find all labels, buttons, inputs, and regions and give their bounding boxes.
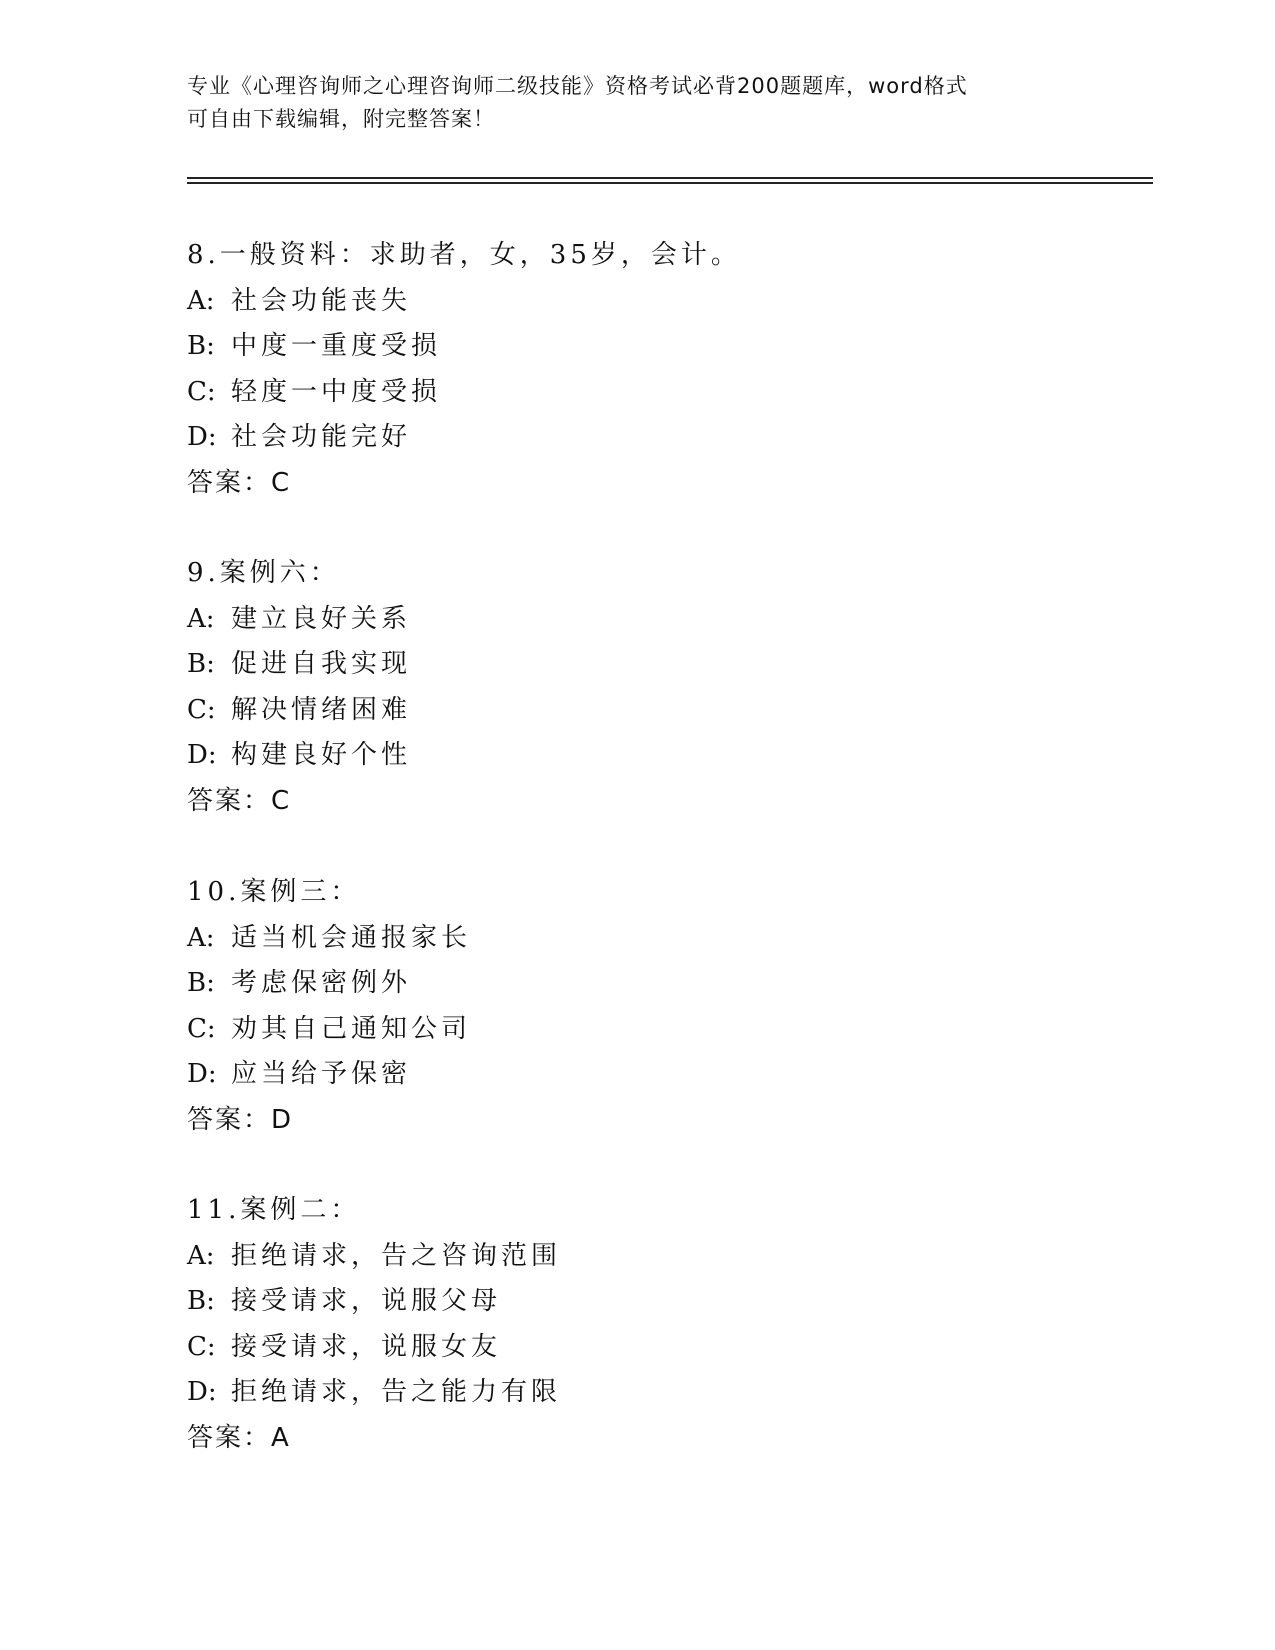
question-stem: 11.案例二： (187, 1195, 361, 1225)
option-text: 适当机会通报家长 (231, 922, 472, 953)
option-b (187, 961, 1087, 1007)
option-letter: C: (187, 694, 216, 725)
document-header (187, 70, 1067, 136)
option-letter: C: (187, 1331, 216, 1362)
option-text: 解决情绪困难 (231, 694, 412, 725)
question-stem: 8.一般资料：求助者，女，35岁，会计。 (187, 240, 741, 270)
option-text: 构建良好个性 (231, 740, 412, 770)
option-c (187, 688, 1087, 734)
option-text: 社会功能完好 (231, 422, 412, 452)
option-letter: C: (187, 1013, 216, 1044)
option-letter: B: (187, 649, 215, 679)
question-block (187, 233, 1087, 506)
option-text: 劝其自己通知公司 (231, 1013, 472, 1044)
option-c (187, 1325, 1087, 1371)
option-letter: A: (187, 1240, 215, 1271)
option-a (187, 597, 1087, 643)
option-text: 促进自我实现 (231, 649, 412, 679)
header-line-1: 专业《心理咨询师之心理咨询师二级技能》资格考试必背200题题库，word格式 (187, 74, 968, 98)
option-text: 轻度一中度受损 (231, 376, 442, 407)
option-letter: D: (187, 422, 217, 452)
option-a (187, 279, 1087, 325)
option-a (187, 1234, 1087, 1280)
answer-line: 答案：C (187, 785, 292, 816)
option-text: 接受请求，说服父母 (231, 1286, 502, 1316)
option-letter: A: (187, 922, 215, 953)
header-line-2: 可自由下载编辑，附完整答案！ (187, 107, 495, 131)
option-text: 社会功能丧失 (231, 285, 412, 316)
option-d (187, 1052, 1087, 1098)
question-block (187, 551, 1087, 824)
question-stem: 9.案例六： (187, 558, 340, 588)
option-a (187, 916, 1087, 962)
option-b (187, 642, 1087, 688)
option-text: 拒绝请求，告之咨询范围 (231, 1240, 562, 1271)
option-d (187, 1370, 1087, 1416)
option-text: 考虑保密例外 (231, 968, 412, 998)
option-c (187, 370, 1087, 416)
option-text: 接受请求，说服女友 (231, 1331, 502, 1362)
option-b (187, 324, 1087, 370)
question-block (187, 1188, 1087, 1461)
option-letter: C: (187, 376, 216, 407)
option-letter: B: (187, 968, 215, 998)
header-rule-bottom (187, 182, 1153, 184)
question-stem: 10.案例三： (187, 877, 361, 907)
question-block (187, 870, 1087, 1143)
option-letter: B: (187, 1286, 215, 1316)
option-text: 应当给予保密 (231, 1059, 412, 1089)
option-letter: A: (187, 603, 215, 634)
answer-line: 答案：C (187, 467, 292, 498)
option-text: 建立良好关系 (231, 603, 412, 634)
answer-line: 答案：A (187, 1422, 291, 1453)
option-letter: B: (187, 331, 215, 361)
option-b (187, 1279, 1087, 1325)
option-d (187, 733, 1087, 779)
option-letter: D: (187, 1059, 217, 1089)
option-text: 拒绝请求，告之能力有限 (231, 1377, 562, 1407)
header-rule-top (187, 177, 1153, 179)
answer-line: 答案：D (187, 1104, 294, 1135)
option-letter: D: (187, 740, 217, 770)
option-letter: D: (187, 1377, 217, 1407)
option-d (187, 415, 1087, 461)
option-letter: A: (187, 285, 215, 316)
option-c (187, 1007, 1087, 1053)
option-text: 中度一重度受损 (231, 331, 442, 361)
